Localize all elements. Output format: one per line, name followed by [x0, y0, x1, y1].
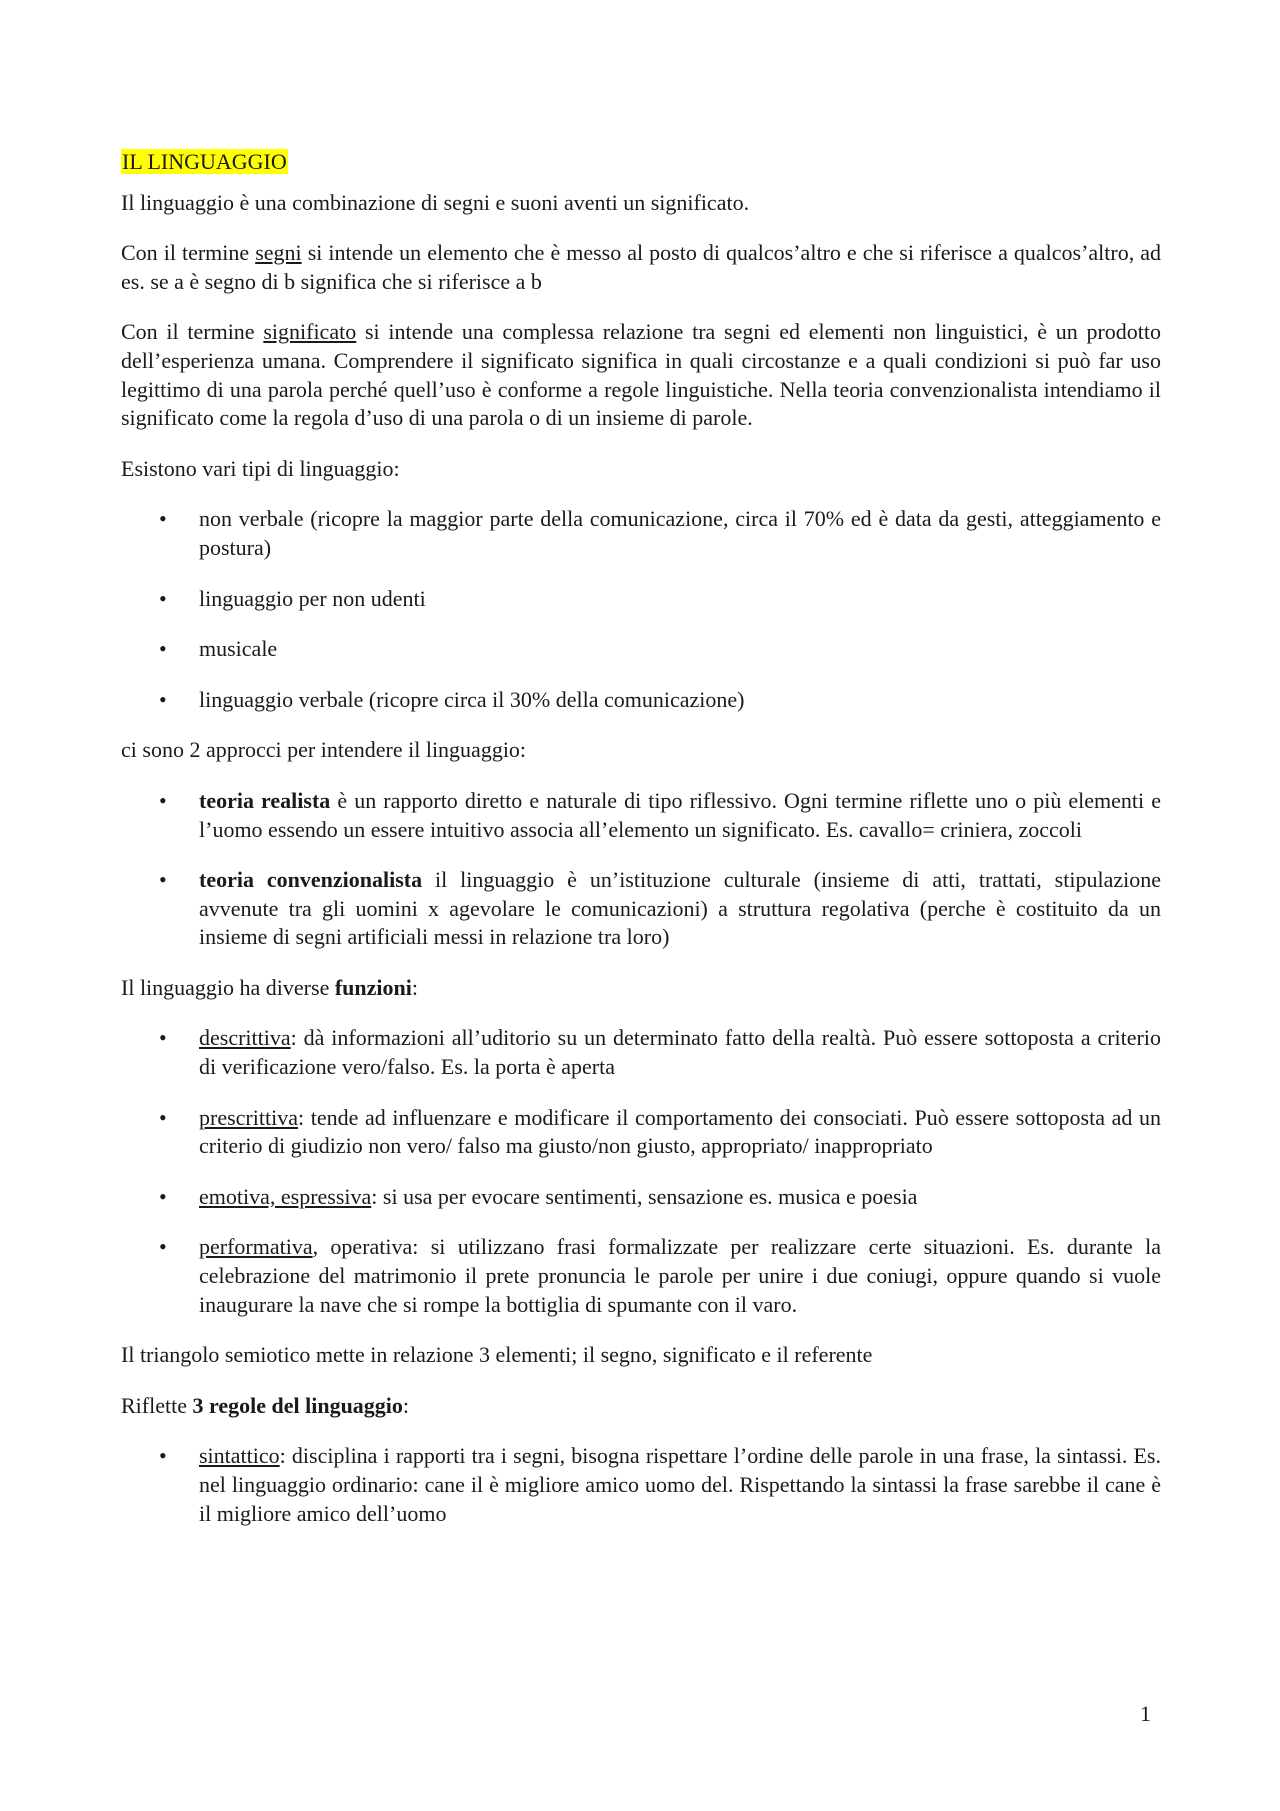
rules-colon: :	[402, 1392, 410, 1418]
function-term: descrittiva	[199, 1025, 291, 1051]
rules-list	[121, 1442, 1161, 1528]
segni-paragraph	[121, 239, 1161, 296]
approach-text: il linguaggio è un’istituzione culturale (insieme di atti, trattati, stipulazione avvenute tra gli uomini x agevolare le comunicazioni) a struttura regolativa (perche è costituito da un insieme di segni artificiali messi in relazione tra loro)	[199, 867, 1161, 950]
bullet-icon: •	[159, 585, 167, 611]
list-item	[121, 635, 1161, 664]
bullet-icon: •	[159, 787, 167, 813]
functions-list	[121, 1024, 1161, 1319]
functions-lead: Il linguaggio ha diverse	[121, 974, 335, 1000]
significato-term: significato	[263, 319, 357, 345]
list-item	[121, 866, 1161, 952]
approach-term: teoria realista	[199, 787, 331, 813]
bullet-icon: •	[159, 1443, 167, 1469]
segni-text: si intende un elemento che è messo al posto di qualcos’altro e che si riferisce a qualcos’altro, ad es. se a è segno di b significa che si riferisce a b	[121, 240, 1162, 294]
list-item	[121, 787, 1161, 844]
triangle-paragraph: Il triangolo semiotico mette in relazione 3 elementi; il segno, significato e il referente	[121, 1342, 873, 1368]
significato-paragraph	[121, 318, 1161, 432]
types-list	[121, 505, 1161, 714]
list-item	[121, 1233, 1161, 1319]
approach-term: teoria convenzionalista	[199, 867, 423, 893]
bullet-icon: •	[159, 1025, 167, 1051]
rules-term: 3 regole del linguaggio	[192, 1392, 403, 1418]
rule-text: : disciplina i rapporti tra i segni, bisogna rispettare l’ordine delle parole in una frase, la sintassi. Es. nel linguaggio ordinario: cane il è migliore amico uomo del. Rispettando la sintassi la frase sarebbe il cane è il migliore amico dell’uomo	[199, 1443, 1161, 1526]
bullet-icon: •	[159, 1183, 167, 1209]
rules-lead: Riflette	[121, 1392, 193, 1418]
segni-term: segni	[255, 240, 302, 266]
bullet-icon: •	[159, 636, 167, 662]
function-text: : si usa per evocare sentimenti, sensazione es. musica e poesia	[371, 1183, 918, 1209]
functions-colon: :	[411, 974, 418, 1000]
list-item	[121, 1024, 1161, 1081]
bullet-icon: •	[159, 1104, 167, 1130]
functions-intro	[121, 974, 1161, 1003]
approach-text: è un rapporto diretto e naturale di tipo riflessivo. Ogni termine riflette uno o più elementi e l’uomo essendo un essere intuitivo associa all’elemento un significato. Es. cavallo= criniera, zoccoli	[199, 787, 1161, 842]
list-item	[121, 505, 1161, 562]
rule-term: sintattico	[199, 1443, 280, 1469]
page-number: 1	[1140, 1701, 1151, 1726]
document-page	[121, 148, 1161, 1550]
function-term: prescrittiva	[199, 1104, 298, 1130]
function-term: emotiva, espressiva	[199, 1183, 372, 1209]
type-text: linguaggio per non udenti	[199, 585, 426, 611]
rules-intro	[121, 1392, 1161, 1421]
page-title: IL LINGUAGGIO	[122, 149, 287, 174]
list-item	[121, 1104, 1161, 1161]
approaches-list	[121, 787, 1161, 952]
type-text: musicale	[199, 636, 278, 662]
type-text: non verbale (ricopre la maggior parte della comunicazione, circa il 70% ed è data da gesti, atteggiamento e postura)	[199, 506, 1161, 560]
segni-lead: Con il termine	[121, 240, 256, 266]
functions-term: funzioni	[334, 974, 412, 1000]
bullet-icon: •	[159, 867, 167, 893]
list-item	[121, 585, 1161, 614]
function-text: : dà informazioni all’uditorio su un determinato fatto della realtà. Può essere sottoposta a criterio di verificazione vero/falso. Es. la porta è aperta	[199, 1025, 1161, 1080]
function-text: , operativa: si utilizzano frasi formalizzate per realizzare certe situazioni. Es. durante la celebrazione del matrimonio il prete pronuncia le parole per unire i due coniugi, oppure quando si vuole inaugurare la nave che si rompe la bottiglia di spumante con il varo.	[199, 1234, 1161, 1317]
bullet-icon: •	[159, 1234, 167, 1260]
title-line	[121, 148, 1161, 177]
intro-paragraph: Il linguaggio è una combinazione di segni e suoni aventi un significato.	[121, 189, 750, 215]
bullet-icon: •	[159, 506, 167, 532]
types-intro: Esistono vari tipi di linguaggio:	[121, 455, 400, 481]
bullet-icon: •	[159, 686, 167, 712]
list-item	[121, 1442, 1161, 1528]
list-item	[121, 686, 1161, 715]
approaches-intro: ci sono 2 approcci per intendere il linguaggio:	[121, 737, 527, 763]
list-item	[121, 1183, 1161, 1212]
function-term: performativa	[199, 1234, 313, 1260]
type-text: linguaggio verbale (ricopre circa il 30% della comunicazione)	[199, 686, 745, 712]
significato-text: si intende una complessa relazione tra segni ed elementi non linguistici, è un prodotto dell’esperienza umana. Comprendere il significato significa in quali circostanze e a quali condizioni si può far uso legittimo di una parola perché quell’uso è conforme a regole linguistiche. Nella teoria convenzionalista intendiamo il significato come la regola d’uso di una parola o di un insieme di parole.	[121, 319, 1161, 431]
function-text: : tende ad influenzare e modificare il comportamento dei consociati. Può essere sottoposta ad un criterio di giudizio non vero/ falso ma giusto/non giusto, appropriato/ inappropriato	[199, 1104, 1161, 1159]
significato-lead: Con il termine	[121, 319, 264, 345]
